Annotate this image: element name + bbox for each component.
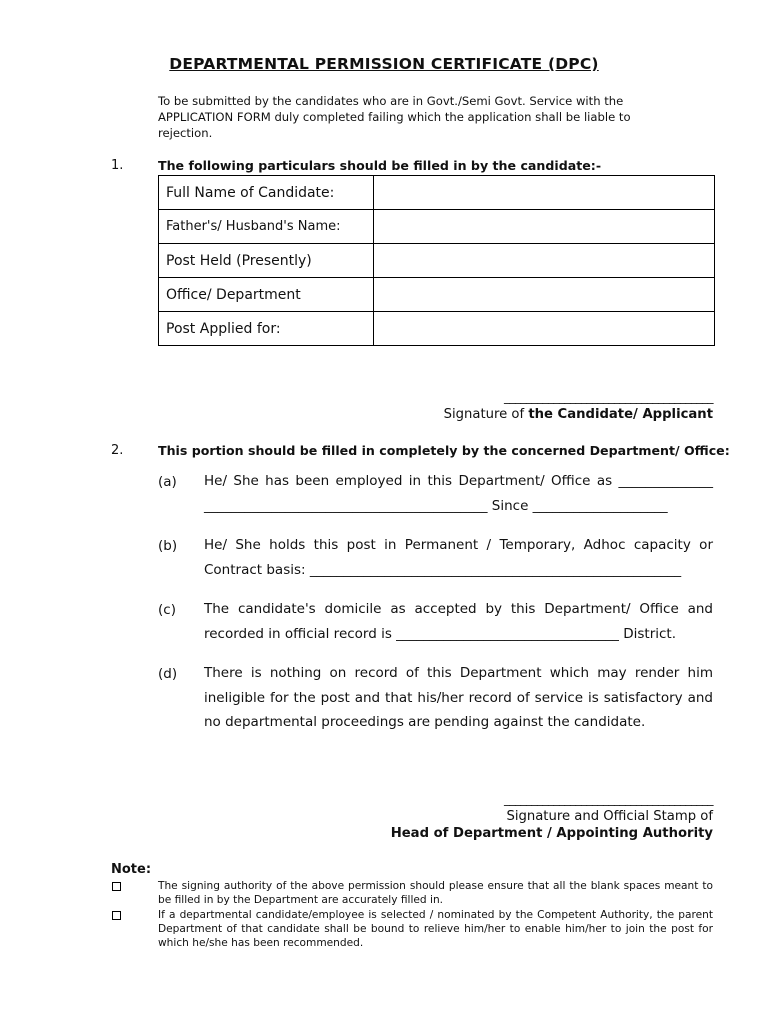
section-2-number: 2. xyxy=(111,443,124,458)
row-label-post-held: Post Held (Presently) xyxy=(159,244,374,278)
item-b-text: He/ She holds this post in Permanent / Temporary, Adhoc capacity or Contract basis: _______________________________________________________ xyxy=(204,537,713,578)
candidate-particulars-table xyxy=(158,175,715,346)
row-label-father-husband-name: Father's/ Husband's Name: xyxy=(159,210,374,244)
section-2-heading: This portion should be filled in completely by the concerned Department/ Office: xyxy=(158,443,730,458)
father-husband-name-field[interactable] xyxy=(374,210,715,244)
candidate-signature-line: ______________________________________ xyxy=(504,390,713,404)
note-heading: Note: xyxy=(111,862,152,877)
section-1-heading: The following particulars should be filled in by the candidate:- xyxy=(158,158,602,173)
signature-prefix: Signature of xyxy=(443,407,529,422)
intro-text: To be submitted by the candidates who are in Govt./Semi Govt. Service with the APPLICATION FORM duly completed failing which the application shall be liable to rejection. xyxy=(158,94,631,140)
table-row xyxy=(159,176,715,210)
row-label-full-name: Full Name of Candidate: xyxy=(159,176,374,210)
authority-signature-line: ______________________________________ xyxy=(504,792,713,806)
item-a-text: He/ She has been employed in this Department/ Office as ______________ __________________________________________ Since ____________________ xyxy=(204,473,713,514)
row-label-office-department: Office/ Department xyxy=(159,278,374,312)
item-b-label: (b) xyxy=(158,538,178,554)
authority-title: Head of Department / Appointing Authority xyxy=(390,826,713,841)
document-title: DEPARTMENTAL PERMISSION CERTIFICATE (DPC) xyxy=(169,55,599,73)
checkbox-icon xyxy=(112,911,121,920)
office-department-field[interactable] xyxy=(374,278,715,312)
table-row xyxy=(159,210,715,244)
signature-bold-text: the Candidate/ Applicant xyxy=(528,407,713,422)
section-1-number: 1. xyxy=(111,158,124,173)
post-applied-field[interactable] xyxy=(374,312,715,346)
authority-signature-caption: Signature and Official Stamp of xyxy=(506,809,713,824)
candidate-signature-caption xyxy=(444,407,713,422)
item-a-label: (a) xyxy=(158,474,177,490)
checkbox-icon xyxy=(112,882,121,891)
table-row xyxy=(159,278,715,312)
item-d-text: There is nothing on record of this Department which may render him ineligible for the post and that his/her record of service is satisfactory and no departmental proceedings are pending against the candidate. xyxy=(204,665,713,730)
post-held-field[interactable] xyxy=(374,244,715,278)
table-row xyxy=(159,244,715,278)
note-item-2: If a departmental candidate/employee is selected / nominated by the Competent Authority, the parent Department of that candidate shall be bound to relieve him/her to enable him/her to join the post for which he/she has been recommended. xyxy=(158,909,713,949)
full-name-field[interactable] xyxy=(374,176,715,210)
note-item-1: The signing authority of the above permission should please ensure that all the blank spaces meant to be filled in by the Department are accurately filled in. xyxy=(158,880,713,906)
table-row xyxy=(159,312,715,346)
row-label-post-applied: Post Applied for: xyxy=(159,312,374,346)
item-d-label: (d) xyxy=(158,666,178,682)
item-c-label: (c) xyxy=(158,602,176,618)
item-c-text: The candidate's domicile as accepted by this Department/ Office and recorded in official record is _________________________________ District. xyxy=(204,601,713,642)
